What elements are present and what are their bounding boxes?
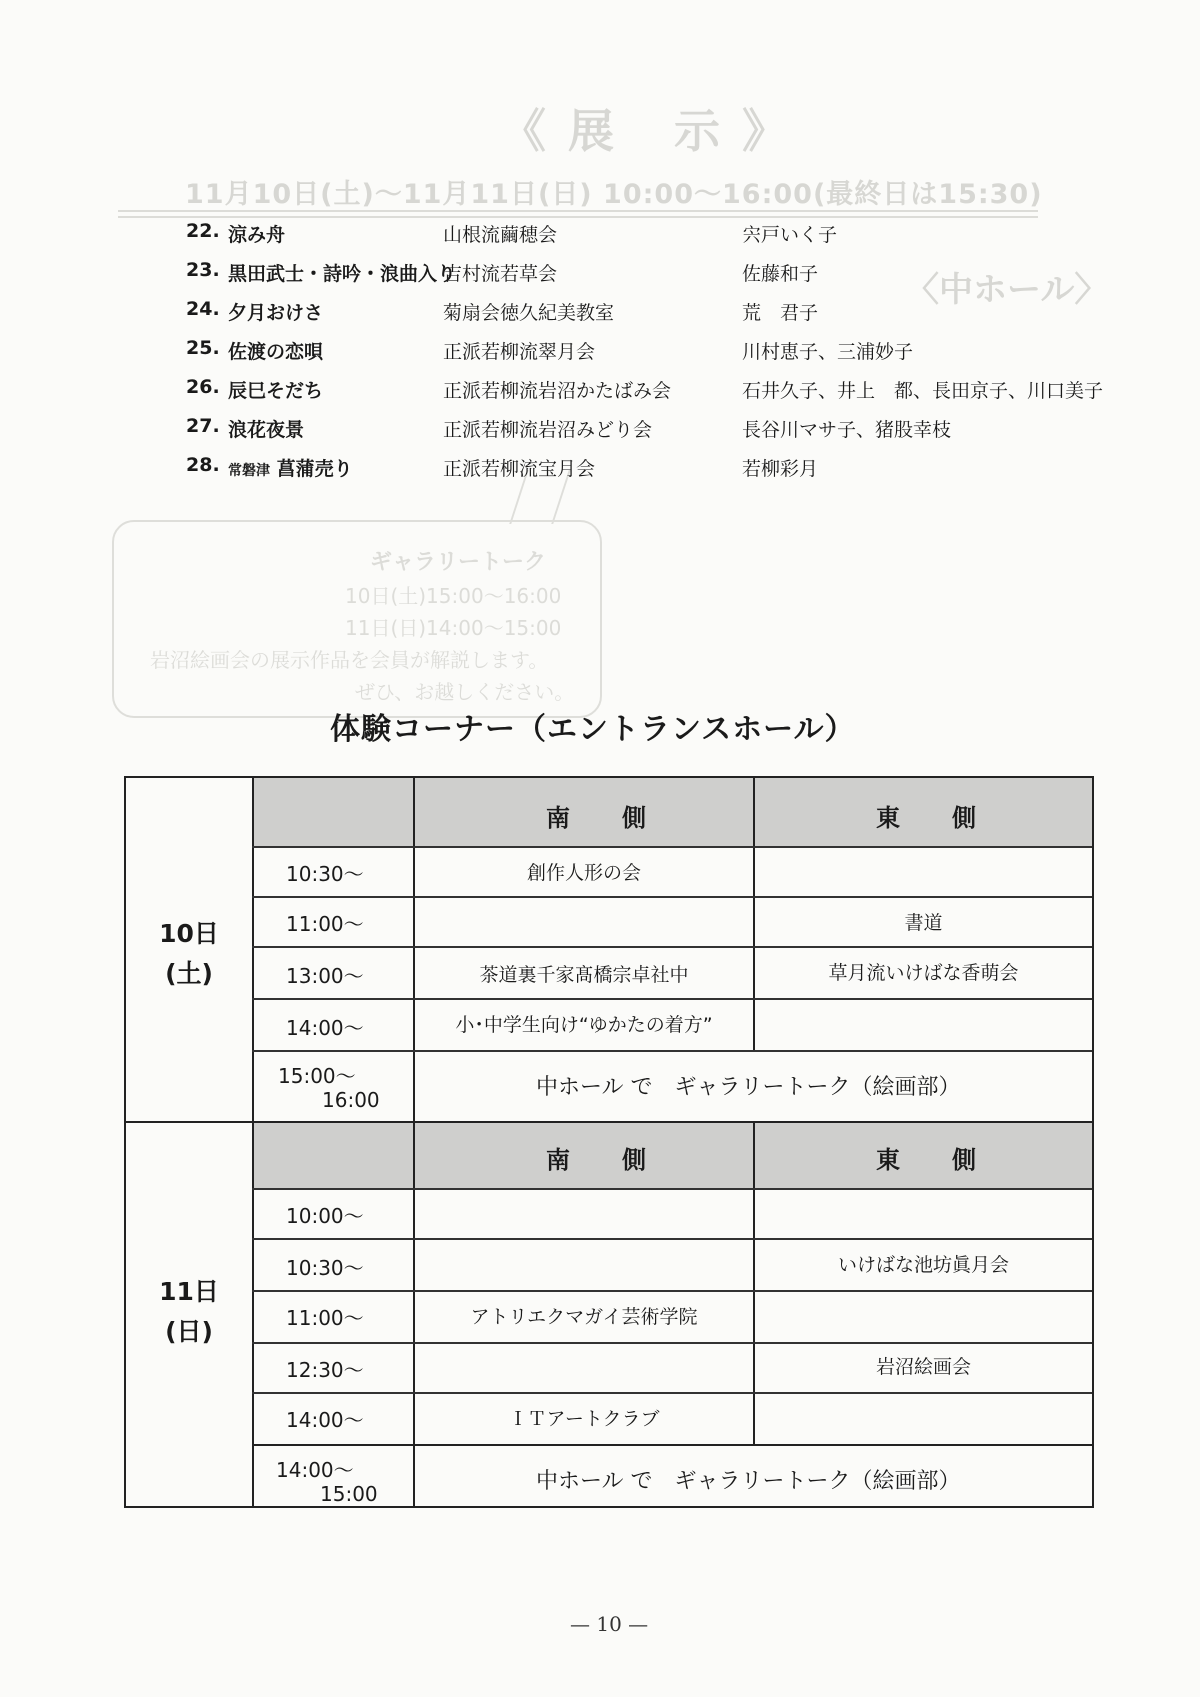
bleed-bubble-line: 10日(土)15:00～16:00 — [345, 584, 562, 608]
south-header: 南 側 — [546, 1146, 660, 1174]
row-time: 11:00～ — [286, 1306, 364, 1330]
performance-row — [0, 259, 1200, 295]
performance-performers: 佐藤和子 — [742, 263, 819, 285]
divider — [252, 998, 1092, 1000]
day-label — [128, 914, 250, 994]
row-time: 13:00～ — [286, 964, 364, 988]
bleed-hall: 〈中ホール〉 — [905, 270, 1109, 310]
row-time: 10:30～ — [286, 862, 364, 886]
performance-title: 浪花夜景 — [228, 419, 305, 441]
performance-title-prefix: 常磐津 — [228, 463, 270, 479]
performance-title-main: 菖蒲売り — [276, 458, 353, 480]
divider — [252, 1188, 1092, 1190]
performance-row — [0, 220, 1200, 256]
divider — [252, 778, 254, 1506]
taiken-table — [124, 776, 1094, 1508]
day-separator — [126, 1121, 1092, 1123]
performance-school: 正派若柳流宝月会 — [443, 458, 596, 480]
performance-number: 22. — [186, 220, 220, 242]
performance-school: 山根流繭穂会 — [443, 224, 558, 246]
south-activity: 小･中学生向け“ゆかたの着方” — [455, 1014, 713, 1036]
taiken-title: 体験コーナー（エントランスホール） — [330, 712, 856, 747]
day-date: 10日 — [159, 919, 219, 948]
east-activity: 草月流いけばな香萌会 — [828, 962, 1019, 984]
divider — [252, 1290, 1092, 1292]
south-activity: アトリエクマガイ芸術学院 — [470, 1306, 698, 1328]
performance-row — [0, 337, 1200, 373]
row-time: 11:00～ — [286, 912, 364, 936]
divider — [753, 1122, 755, 1444]
south-activity: ＩＴアートクラブ — [508, 1408, 660, 1430]
day-weekday: (土) — [165, 959, 213, 988]
row-time: 12:30～ — [286, 1358, 364, 1382]
performance-title: 黒田武士・詩吟・浪曲入り — [228, 263, 457, 285]
performance-school: 正派若柳流翠月会 — [443, 341, 596, 363]
performance-row — [0, 376, 1200, 412]
performance-title — [228, 454, 353, 481]
south-activity: 茶道裏千家髙橋宗卓社中 — [479, 964, 689, 986]
performance-number: 24. — [186, 298, 220, 320]
performance-school: 正派若柳流岩沼みどり会 — [443, 419, 653, 441]
east-header: 東 側 — [876, 804, 990, 832]
talk-end-time: 15:00 — [320, 1482, 378, 1506]
south-header: 南 側 — [546, 804, 660, 832]
performance-school: 菊扇会徳久紀美教室 — [443, 302, 615, 324]
bleed-date: 11月10日(土)～11月11日(日) 10:00～16:00(最終日は15:30) — [185, 179, 1043, 210]
performance-row — [0, 298, 1200, 334]
bleed-bubble-line: ぜひ、お越しください。 — [355, 680, 575, 704]
performance-title: 夕月おけさ — [228, 302, 324, 324]
bleed-rule — [118, 216, 1038, 218]
performance-performers: 若柳彩月 — [742, 458, 819, 480]
bleed-bubble-line: 11日(日)14:00～15:00 — [345, 616, 562, 640]
performance-title: 辰巳そだち — [228, 380, 324, 402]
performance-performers: 宍戸いく子 — [742, 224, 838, 246]
divider — [252, 1238, 1092, 1240]
day-date: 11日 — [159, 1277, 219, 1306]
performance-number: 27. — [186, 415, 220, 437]
performance-performers: 川村恵子、三浦妙子 — [742, 341, 914, 363]
day-weekday: (日) — [165, 1317, 213, 1346]
performance-performers: 荒 君子 — [742, 302, 819, 324]
performance-school: 正派若柳流岩沼かたばみ会 — [443, 380, 672, 402]
divider — [252, 1050, 1092, 1052]
performance-number: 25. — [186, 337, 220, 359]
performance-performers: 石井久子、井上 都、長田京子、川口美子 — [742, 380, 1104, 402]
row-time: 14:00～ — [286, 1016, 364, 1040]
performance-number: 28. — [186, 454, 220, 476]
bleed-rule — [118, 210, 1038, 212]
performance-performers: 長谷川マサ子、猪股幸枝 — [742, 419, 952, 441]
bleed-bubble-line: 岩沼絵画会の展示作品を会員が解説します。 — [150, 648, 549, 672]
row-time: 14:00～ — [286, 1408, 364, 1432]
east-activity: いけばな池坊眞月会 — [837, 1254, 1009, 1276]
divider — [413, 778, 415, 1506]
performance-row — [0, 454, 1200, 490]
talk-start-time: 15:00～ — [278, 1064, 356, 1088]
performance-school: 吉村流若草会 — [443, 263, 558, 285]
performance-number: 23. — [186, 259, 220, 281]
talk-start-time: 14:00～ — [276, 1458, 354, 1482]
gallery-talk: 中ホール で ギャラリートーク（絵画部） — [536, 1075, 961, 1100]
row-time: 10:30～ — [286, 1256, 364, 1280]
day-label — [128, 1272, 250, 1352]
performance-title: 涼み舟 — [228, 224, 286, 246]
performance-row — [0, 415, 1200, 451]
east-header: 東 側 — [876, 1146, 990, 1174]
divider — [252, 1392, 1092, 1394]
divider — [252, 896, 1092, 898]
gallery-talk: 中ホール で ギャラリートーク（絵画部） — [536, 1469, 961, 1494]
divider — [252, 946, 1092, 948]
bleed-bubble-line: ギャラリートーク — [370, 550, 547, 575]
talk-end-time: 16:00 — [322, 1088, 380, 1112]
east-activity: 岩沼絵画会 — [875, 1356, 971, 1378]
divider — [252, 846, 1092, 848]
south-activity: 創作人形の会 — [526, 862, 641, 884]
page-number: — 10 — — [570, 1612, 649, 1636]
divider — [252, 1444, 1092, 1446]
bleed-title: 《展 示》 — [500, 104, 811, 158]
divider — [252, 1342, 1092, 1344]
performance-title: 佐渡の恋唄 — [228, 341, 324, 363]
east-activity: 書道 — [904, 912, 943, 934]
row-time: 10:00～ — [286, 1204, 364, 1228]
performance-number: 26. — [186, 376, 220, 398]
